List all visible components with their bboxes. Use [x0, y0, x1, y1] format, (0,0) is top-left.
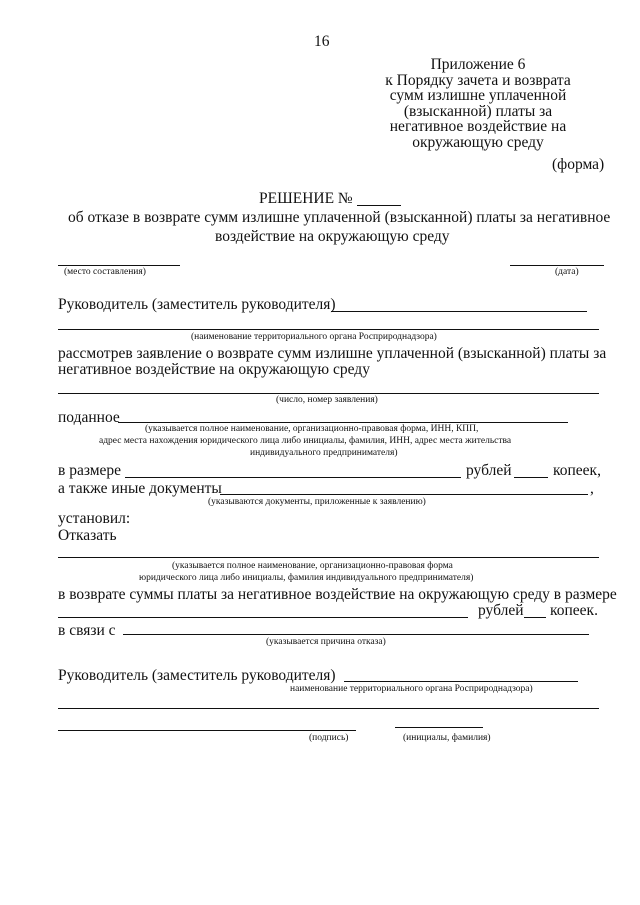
amount-line[interactable]	[125, 477, 461, 478]
kopecks-line[interactable]	[514, 477, 548, 478]
manager2-label: Руководитель (заместитель руководителя)	[58, 667, 336, 684]
kopecks-label: копеек,	[553, 462, 601, 479]
date-caption: (дата)	[555, 267, 579, 277]
kopecks2-line[interactable]	[524, 617, 546, 618]
rubles2-label: рублей	[478, 602, 524, 619]
form-label: (форма)	[552, 156, 605, 173]
page-number: 16	[314, 33, 330, 50]
docs-caption: (указываются документы, приложенные к заявлению)	[208, 497, 426, 507]
return-amount-line[interactable]	[58, 617, 468, 618]
refuse-label: Отказать	[58, 527, 117, 544]
manager-line[interactable]	[331, 311, 587, 312]
submitted-caption-2: адрес места нахождения юридического лица либо инициалы, фамилия, ИНН, адрес места жительства	[99, 436, 512, 446]
territorial-line[interactable]	[58, 329, 599, 330]
refuse-caption-1: (указывается полное наименование, организационно-правовая форма	[172, 561, 453, 571]
return-line: в возврате суммы платы за негативное воздействие на окружающую среду в размере	[58, 586, 617, 603]
application-line[interactable]	[58, 393, 599, 394]
appendix-line-6: окружающую среду	[412, 133, 544, 151]
decision-subtitle-2: воздействие на окружающую среду	[215, 228, 450, 245]
submitted-label: поданное	[58, 409, 120, 426]
due-to-label: в связи с	[58, 622, 116, 639]
territorial2-line[interactable]	[58, 708, 599, 709]
other-docs-line[interactable]	[220, 494, 588, 495]
decision-heading: РЕШЕНИЕ №	[259, 190, 353, 207]
decision-subtitle-1: об отказе в возврате сумм излишне уплаченной (взысканной) платы за негативное	[68, 209, 611, 226]
submitted-caption-1: (указывается полное наименование, организационно-правовая форма, ИНН, КПП,	[145, 424, 479, 434]
appendix-line-4: (взысканной) платы за	[403, 102, 553, 120]
signature-line[interactable]	[58, 730, 356, 731]
appendix-line-2: к Порядку зачета и возврата	[385, 71, 571, 89]
amount-label: в размере	[58, 462, 122, 479]
considered-line-1: рассмотрев заявление о возврате сумм излишне уплаченной (взысканной) платы за	[58, 345, 607, 362]
considered-line-2: негативное воздействие на окружающую среду	[58, 361, 370, 378]
appendix-line-3: сумм излишне уплаченной	[389, 87, 567, 104]
rubles-label: рублей	[466, 462, 512, 479]
reason-line[interactable]	[123, 634, 589, 635]
appendix-line-1: Приложение 6	[430, 56, 526, 73]
refuse-caption-2: юридического лица либо инициалы, фамилия индивидуального предпринимателя)	[139, 573, 474, 583]
initials-caption: (инициалы, фамилия)	[403, 733, 491, 743]
appendix-block	[378, 57, 578, 150]
place-line[interactable]	[58, 265, 180, 266]
manager2-line[interactable]	[344, 681, 578, 682]
established-label: установил:	[58, 510, 131, 527]
submitted-line[interactable]	[118, 422, 568, 423]
decision-number-line[interactable]	[357, 205, 401, 206]
territorial2-caption: наименование территориального органа Росприроднадзора)	[290, 684, 533, 694]
territorial-caption: (наименование территориального органа Росприроднадзора)	[191, 332, 437, 342]
reason-caption: (указывается причина отказа)	[266, 637, 386, 647]
date-line[interactable]	[510, 265, 604, 266]
appendix-line-5: негативное воздействие на	[389, 118, 567, 135]
manager-label: Руководитель (заместитель руководителя)	[58, 296, 336, 313]
initials-line[interactable]	[395, 727, 483, 728]
comma: ,	[590, 480, 594, 497]
other-docs-label: а также иные документы	[58, 480, 222, 497]
place-caption: (место составления)	[64, 267, 146, 277]
submitted-caption-3: индивидуального предпринимателя)	[250, 448, 398, 458]
signature-caption: (подпись)	[309, 733, 349, 743]
kopecks2-label: копеек.	[550, 602, 598, 619]
application-caption: (число, номер заявления)	[276, 395, 378, 405]
refuse-line[interactable]	[58, 557, 599, 558]
